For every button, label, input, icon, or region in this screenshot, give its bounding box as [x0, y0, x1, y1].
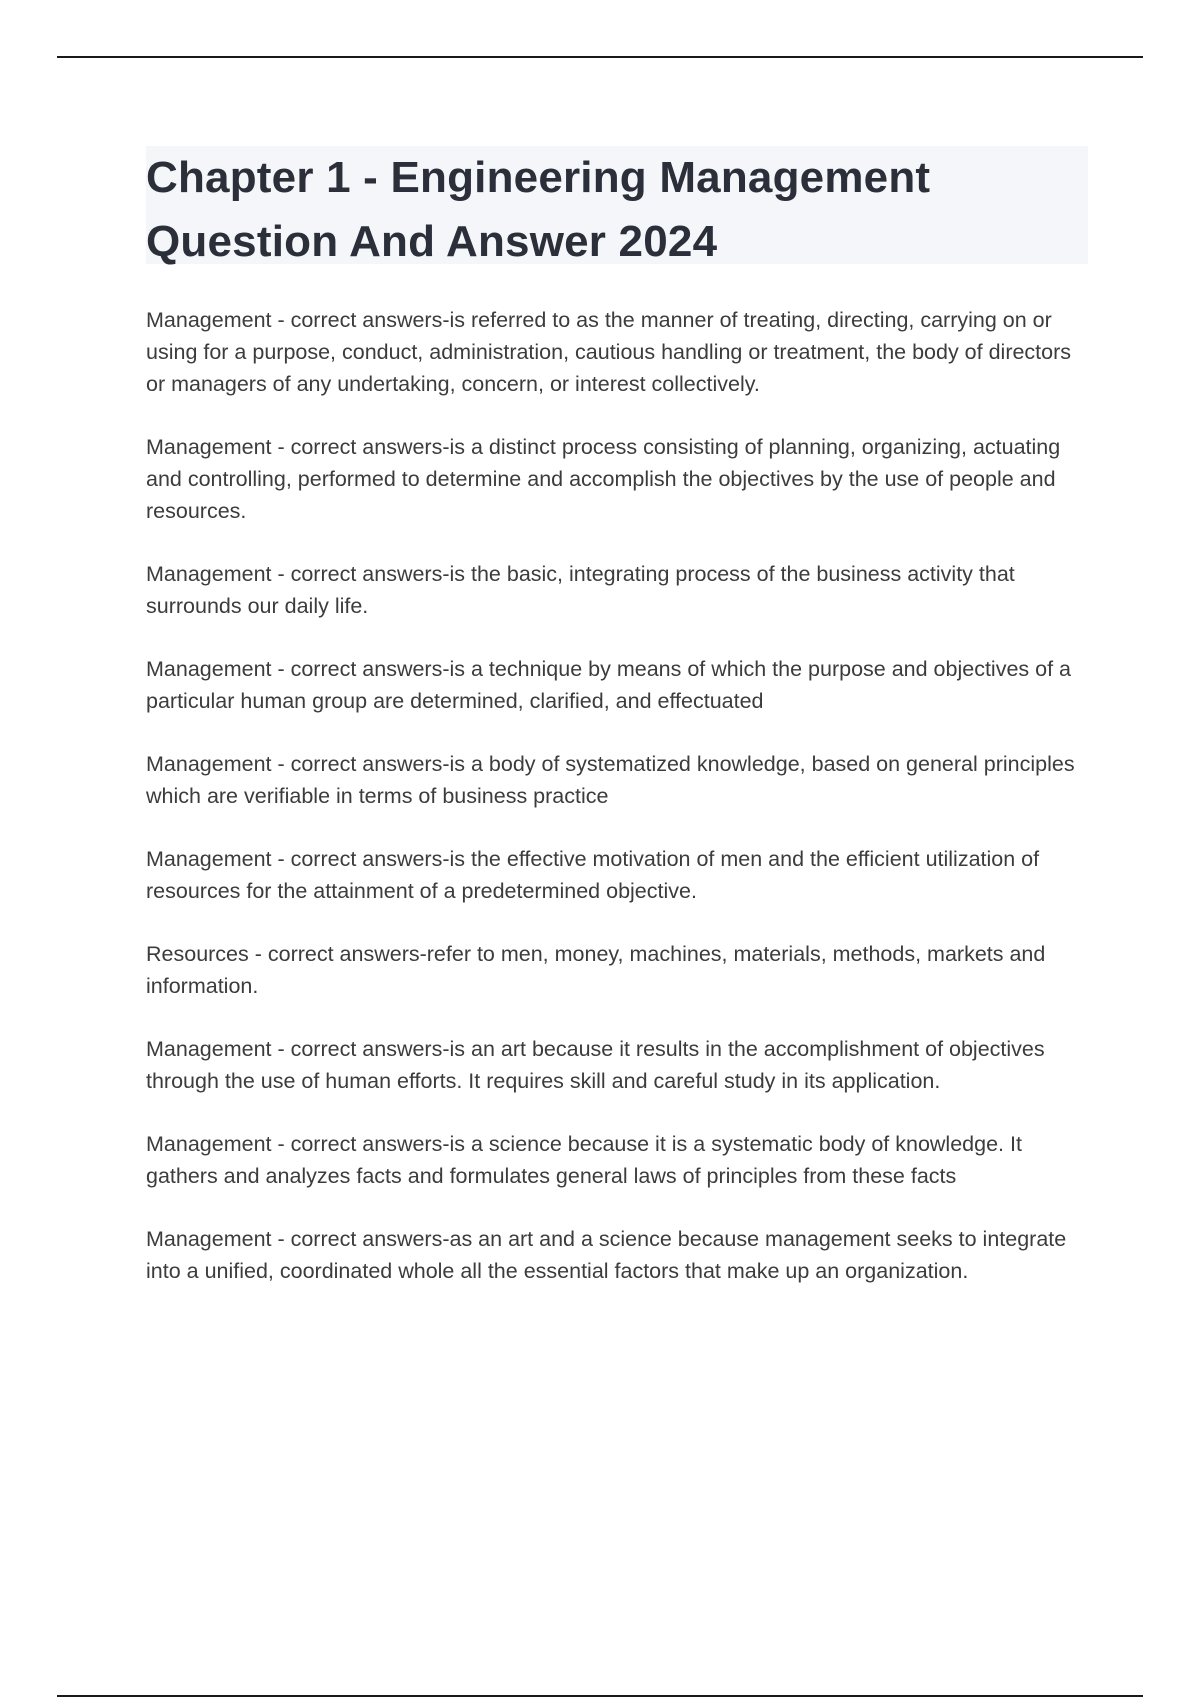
qa-list — [146, 304, 1091, 1318]
qa-entry: Management - correct answers-as an art and a science because management seeks to integrate into a unified, coordinated whole all the essential factors that make up an organization. — [146, 1227, 1067, 1283]
bottom-divider — [57, 1695, 1143, 1697]
qa-entry: Management - correct answers-is referred to as the manner of treating, directing, carrying on or using for a purpose, conduct, administration, cautious handling or treatment, the body of directors or managers of any undertaking, concern, or interest collectively. — [146, 308, 1072, 396]
qa-entry: Management - correct answers-is the basic, integrating process of the business activity that surrounds our daily life. — [146, 562, 1015, 618]
page-title — [146, 146, 1088, 274]
qa-entry: Management - correct answers-is a science because it is a systematic body of knowledge. It gathers and analyzes facts and formulates general laws of principles from these facts — [146, 1132, 1022, 1188]
page-title-line-1: Chapter 1 - Engineering Management — [146, 153, 931, 202]
page-title-line-2: Question And Answer 2024 — [146, 217, 718, 266]
qa-entry: Management - correct answers-is a technique by means of which the purpose and objectives of a particular human group are determined, clarified, and effectuated — [146, 657, 1071, 713]
qa-entry: Resources - correct answers-refer to men, money, machines, materials, methods, markets and information. — [146, 942, 1046, 998]
qa-entry: Management - correct answers-is a body of systematized knowledge, based on general principles which are verifiable in terms of business practice — [146, 752, 1075, 808]
top-divider — [57, 56, 1143, 58]
title-block — [146, 146, 1088, 264]
qa-entry: Management - correct answers-is the effective motivation of men and the efficient utilization of resources for the attainment of a predetermined objective. — [146, 847, 1040, 903]
qa-entry: Management - correct answers-is a distinct process consisting of planning, organizing, actuating and controlling, performed to determine and accomplish the objectives by the use of people and resources. — [146, 435, 1061, 523]
qa-entry: Management - correct answers-is an art because it results in the accomplishment of objectives through the use of human efforts. It requires skill and careful study in its application. — [146, 1037, 1045, 1093]
